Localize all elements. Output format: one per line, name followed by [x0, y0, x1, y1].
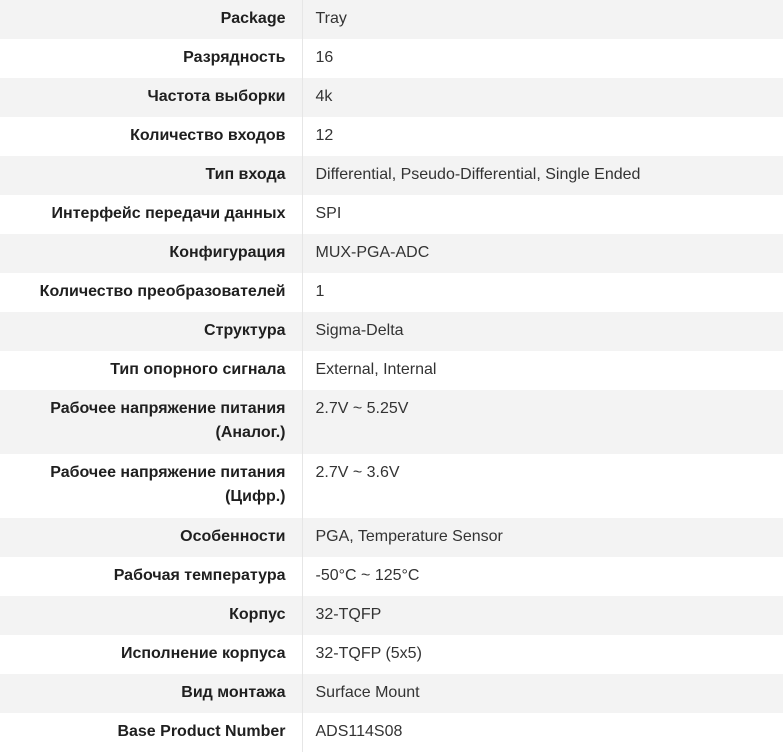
- spec-value: 2.7V ~ 5.25V: [315, 400, 409, 417]
- spec-value: SPI: [315, 205, 342, 222]
- spec-label: Тип опорного сигнала: [0, 351, 302, 390]
- spec-label: Структура: [0, 312, 302, 351]
- spec-row-digital-supply: [0, 454, 783, 518]
- spec-label: Рабочая температура: [0, 557, 302, 596]
- spec-label: Исполнение корпуса: [0, 635, 302, 674]
- spec-value: External, Internal: [315, 361, 437, 378]
- spec-label: Package: [0, 0, 302, 39]
- spec-value: 12: [315, 127, 334, 144]
- spec-row-converter-count: [0, 273, 783, 312]
- spec-row-architecture: [0, 312, 783, 351]
- spec-label: Рабочее напряжение питания (Аналог.): [0, 390, 302, 454]
- spec-label: Особенности: [0, 518, 302, 557]
- spec-row-input-count: [0, 117, 783, 156]
- spec-label: Рабочее напряжение питания (Цифр.): [0, 454, 302, 518]
- spec-value: MUX-PGA-ADC: [315, 244, 430, 261]
- spec-value: 2.7V ~ 3.6V: [315, 464, 400, 481]
- spec-label: Частота выборки: [0, 78, 302, 117]
- spec-row-analog-supply: [0, 390, 783, 454]
- spec-row-supplier-device-package: [0, 635, 783, 674]
- spec-row-input-type: [0, 156, 783, 195]
- spec-value: ADS114S08: [315, 723, 403, 740]
- spec-row-configuration: [0, 234, 783, 273]
- spec-value: PGA, Temperature Sensor: [315, 528, 503, 545]
- spec-label: Количество преобразователей: [0, 273, 302, 312]
- spec-row-package-case: [0, 596, 783, 635]
- spec-value: 4k: [315, 88, 333, 105]
- spec-value: Surface Mount: [315, 684, 420, 701]
- spec-value: 1: [315, 283, 325, 300]
- spec-label: Тип входа: [0, 156, 302, 195]
- spec-label: Корпус: [0, 596, 302, 635]
- spec-row-resolution: [0, 39, 783, 78]
- spec-value: Differential, Pseudo-Differential, Single Ended: [315, 166, 641, 183]
- spec-row-interface: [0, 195, 783, 234]
- spec-label: Base Product Number: [0, 713, 302, 752]
- spec-label: Интерфейс передачи данных: [0, 195, 302, 234]
- spec-row-package: [0, 0, 783, 39]
- spec-label: Конфигурация: [0, 234, 302, 273]
- spec-value: -50°C ~ 125°C: [315, 567, 420, 584]
- spec-value: 32-TQFP: [315, 606, 382, 623]
- spec-label: Количество входов: [0, 117, 302, 156]
- spec-value: 16: [315, 49, 334, 66]
- spec-value: Tray: [315, 10, 347, 27]
- spec-label: Разрядность: [0, 39, 302, 78]
- spec-row-operating-temperature: [0, 557, 783, 596]
- spec-row-sample-rate: [0, 78, 783, 117]
- spec-value: Sigma-Delta: [315, 322, 404, 339]
- spec-label: Вид монтажа: [0, 674, 302, 713]
- spec-row-base-product-number: [0, 713, 783, 752]
- spec-row-reference-type: [0, 351, 783, 390]
- spec-row-features: [0, 518, 783, 557]
- spec-row-mounting-type: [0, 674, 783, 713]
- spec-value: 32-TQFP (5x5): [315, 645, 422, 662]
